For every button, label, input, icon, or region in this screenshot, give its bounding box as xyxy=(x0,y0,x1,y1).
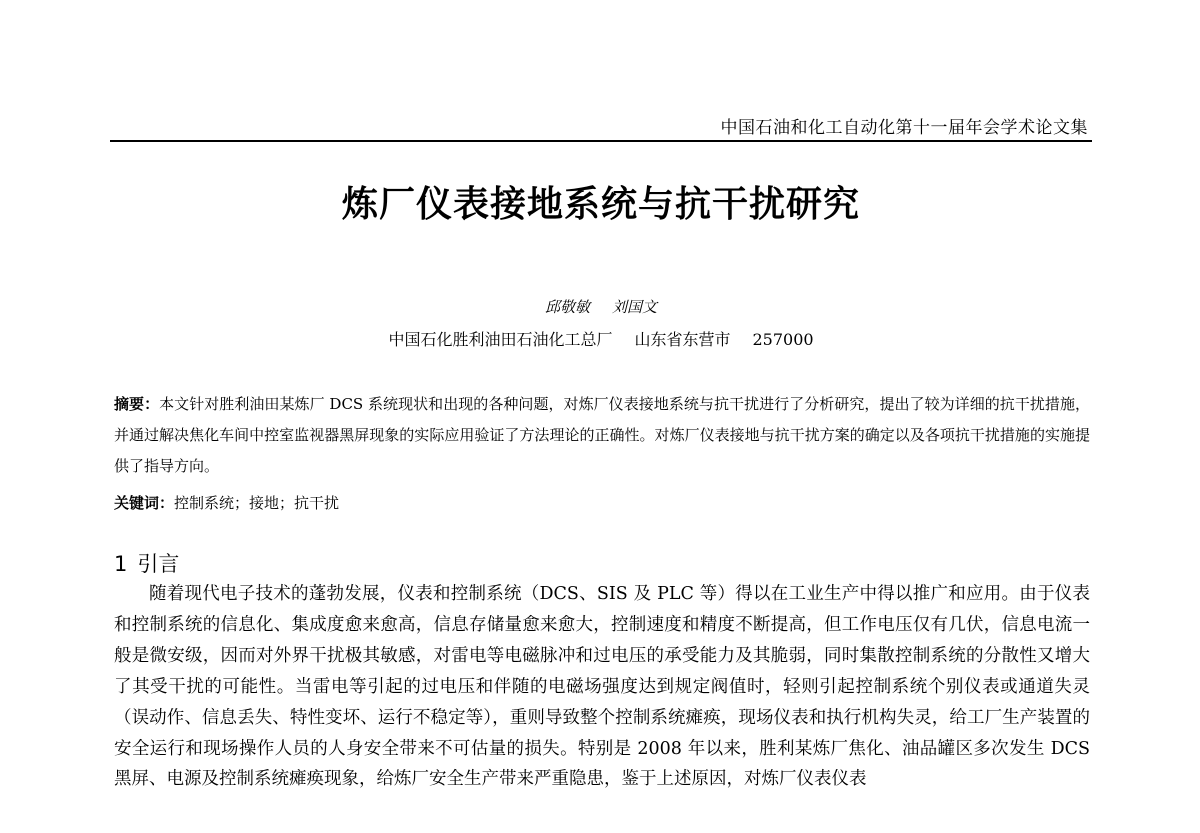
keywords xyxy=(114,488,1090,519)
abstract xyxy=(114,389,1090,482)
running-header: 中国石油和化工自动化第十一届年会学术论文集 xyxy=(720,118,1088,138)
affiliation-location: 山东省东营市 xyxy=(634,330,731,349)
header-rule xyxy=(110,140,1092,142)
affiliation-organization: 中国石化胜利油田石油化工总厂 xyxy=(388,330,613,349)
affiliation xyxy=(110,327,1092,350)
section-title: 引言 xyxy=(137,552,180,576)
paper-title: 炼厂仪表接地系统与抗干扰研究 xyxy=(341,184,860,225)
keywords-label: 关键词： xyxy=(114,494,175,512)
author-name: 邱敬敏 xyxy=(544,298,590,316)
abstract-label: 摘要： xyxy=(114,395,160,413)
author-list xyxy=(110,296,1092,317)
affiliation-postcode: 257000 xyxy=(752,330,814,349)
section-heading xyxy=(114,548,179,578)
keywords-text: 控制系统；接地；抗干扰 xyxy=(174,494,340,512)
section-body-paragraph: 随着现代电子技术的蓬勃发展，仪表和控制系统（DCS、SIS 及 PLC 等）得以在工业生产中得以推广和应用。由于仪表和控制系统的信息化、集成度愈来愈高，信息存储量愈来愈大，控制速度和精度不断提高，但工作电压仅有几伏，信息电流一般是微安级，因而对外界干扰极其敏感，对雷电等电磁脉冲和过电压的承受能力及其脆弱，同时集散控制系统的分散性又增大了其受干扰的可能性。当雷电等引起的过电压和伴随的电磁场强度达到规定阀值时，轻则引起控制系统个别仪表或通道失灵（误动作、信息丢失、特性变坏、运行不稳定等），重则导致整个控制系统瘫痪，现场仪表和执行机构失灵，给工厂生产装置的安全运行和现场操作人员的人身安全带来不可估量的损失。特别是 2008 年以来，胜利某炼厂焦化、油品罐区多次发生 DCS 黑屏、电源及控制系统瘫痪现象，给炼厂安全生产带来严重隐患，鉴于上述原因，对炼厂仪表仪表 xyxy=(114,584,1090,790)
abstract-text: 本文针对胜利油田某炼厂 DCS 系统现状和出现的各种问题，对炼厂仪表接地系统与抗干扰进行了分析研究，提出了较为详细的抗干扰措施，并通过解决焦化车间中控室监视器黑屏现象的实际应用验证了方法理论的正确性。对炼厂仪表接地与抗干扰方案的确定以及各项抗干扰措施的实施提供了指导方向。 xyxy=(114,395,1090,475)
author-name: 刘国文 xyxy=(612,298,658,316)
section-number: 1 xyxy=(114,552,128,576)
